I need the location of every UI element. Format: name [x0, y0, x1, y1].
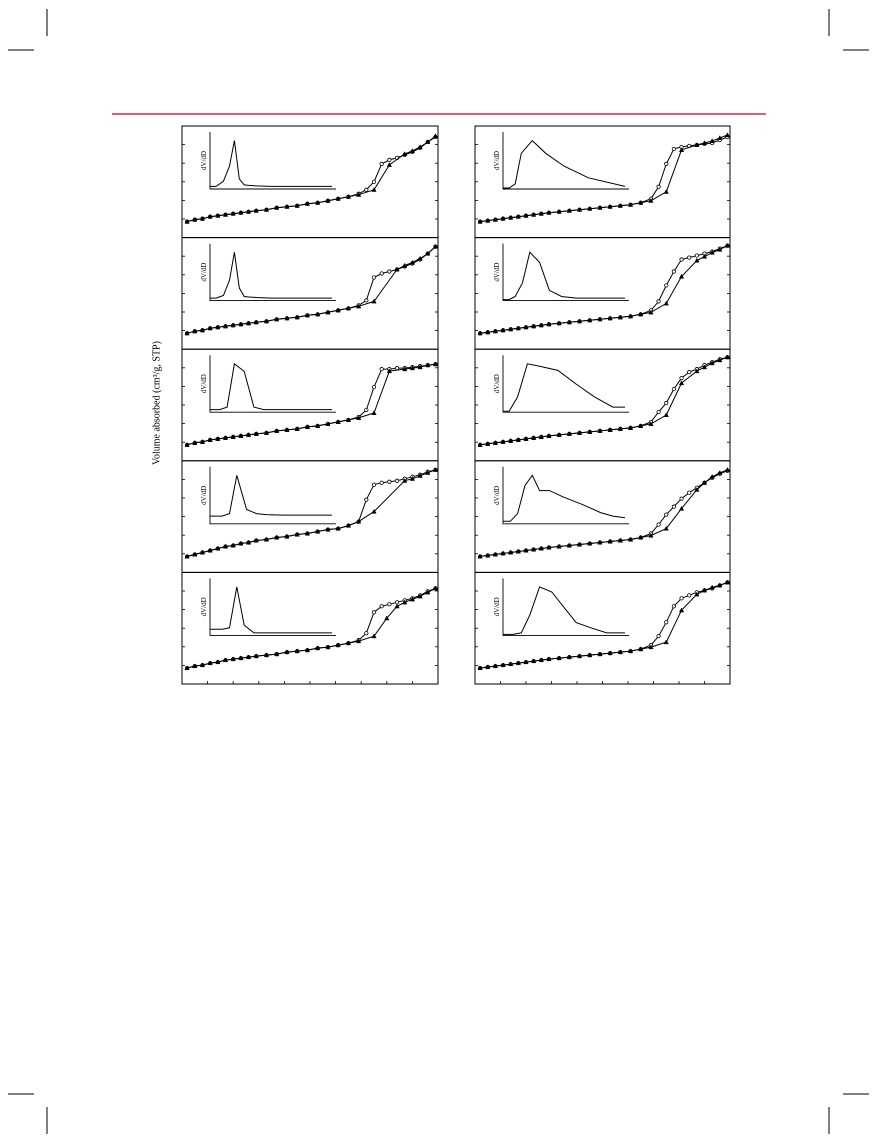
open-circle-point: [665, 284, 668, 287]
open-circle-point: [365, 631, 368, 634]
open-circle-point: [657, 410, 660, 413]
inset-pore-distribution: [493, 132, 629, 189]
inset-pore-distribution: [200, 132, 336, 189]
open-circle-point: [372, 483, 375, 486]
desorption-curve: [187, 470, 435, 557]
open-circle-point: [695, 254, 698, 257]
open-circle-point: [680, 597, 683, 600]
adsorption-curve: [480, 135, 727, 222]
panel-frame: [475, 126, 730, 238]
open-circle-point: [365, 299, 368, 302]
inset-y-label: dV/dD: [493, 374, 501, 394]
open-circle-point: [665, 162, 668, 165]
inset-y-label: dV/dD: [493, 150, 501, 171]
isotherm-panel: [475, 461, 730, 573]
open-circle-point: [388, 603, 391, 606]
inset-axes: [503, 578, 629, 635]
filled-triangle-point: [725, 133, 729, 137]
open-circle-point: [365, 408, 368, 411]
filled-triangle-point: [372, 411, 376, 415]
desorption-curve: [480, 137, 727, 222]
inset-pore-distribution: [493, 355, 629, 412]
open-circle-point: [672, 605, 675, 608]
open-circle-point: [380, 272, 383, 275]
open-circle-point: [388, 158, 391, 161]
open-circle-point: [665, 513, 668, 516]
inset-y-label: dV/dD: [200, 150, 208, 171]
panel-frame: [475, 238, 730, 350]
open-circle-point: [380, 367, 383, 370]
adsorption-curve: [480, 357, 727, 445]
inset-axes: [210, 355, 336, 412]
open-circle-point: [672, 505, 675, 508]
inset-y-label: dV/dD: [493, 597, 501, 617]
inset-y-label: dV/dD: [200, 597, 208, 617]
filled-triangle-point: [664, 190, 668, 194]
isotherm-panel: [475, 572, 730, 684]
adsorption-curve: [187, 470, 435, 557]
inset-distribution-line: [210, 475, 332, 516]
inset-y-label: dV/dD: [200, 485, 208, 505]
panel-frame: [475, 461, 730, 573]
isotherm-panel: [182, 461, 438, 573]
open-circle-point: [365, 498, 368, 501]
isotherm-panel: [182, 126, 438, 238]
inset-distribution-line: [210, 587, 332, 633]
isotherm-panel: [475, 238, 730, 350]
open-circle-point: [395, 366, 398, 369]
open-circle-point: [395, 601, 398, 604]
inset-pore-distribution: [200, 467, 336, 524]
desorption-curve: [187, 588, 435, 668]
isotherm-panel: [182, 238, 438, 350]
y-axis-label: Volume absorbed (cm³/g, STP): [151, 341, 163, 465]
panel-frame: [475, 572, 730, 684]
open-circle-point: [372, 385, 375, 388]
inset-distribution-line: [503, 364, 625, 411]
inset-distribution-line: [503, 141, 625, 188]
open-circle-point: [657, 634, 660, 637]
open-circle-point: [688, 491, 691, 494]
isotherm-panel: [182, 572, 438, 684]
open-circle-point: [672, 270, 675, 273]
filled-triangle-point: [395, 604, 399, 608]
filled-triangle-point: [664, 413, 668, 417]
filled-triangle-point: [695, 258, 699, 262]
open-circle-point: [688, 370, 691, 373]
isotherm-panel: [475, 126, 730, 238]
inset-pore-distribution: [200, 355, 336, 412]
isotherm-panel: [182, 349, 438, 461]
inset-y-label: dV/dD: [493, 485, 501, 505]
inset-axes: [503, 132, 629, 189]
open-circle-point: [665, 621, 668, 624]
inset-distribution-line: [210, 252, 332, 298]
inset-pore-distribution: [493, 244, 629, 301]
open-circle-point: [380, 605, 383, 608]
open-circle-point: [372, 276, 375, 279]
open-circle-point: [372, 611, 375, 614]
inset-y-label: dV/dD: [200, 262, 208, 282]
inset-distribution-line: [210, 141, 332, 187]
inset-pore-distribution: [493, 578, 629, 635]
open-circle-point: [657, 300, 660, 303]
inset-axes: [210, 132, 336, 189]
adsorption-curve: [187, 364, 435, 445]
adsorption-curve: [187, 588, 435, 668]
inset-axes: [210, 244, 336, 301]
open-circle-point: [657, 523, 660, 526]
open-circle-point: [680, 376, 683, 379]
inset-axes: [210, 578, 336, 635]
panel-frame: [182, 572, 438, 684]
inset-y-label: dV/dD: [200, 374, 208, 394]
panel-frame: [182, 238, 438, 350]
inset-pore-distribution: [200, 578, 336, 635]
open-circle-point: [388, 270, 391, 273]
inset-distribution-line: [503, 587, 625, 635]
open-circle-point: [365, 188, 368, 191]
desorption-curve: [187, 247, 435, 334]
inset-distribution-line: [503, 252, 625, 299]
open-circle-point: [395, 479, 398, 482]
open-circle-point: [680, 497, 683, 500]
open-circle-point: [688, 594, 691, 597]
open-circle-point: [672, 147, 675, 150]
panel-frame: [182, 349, 438, 461]
open-circle-point: [672, 387, 675, 390]
open-circle-point: [380, 481, 383, 484]
filled-triangle-point: [664, 640, 668, 644]
inset-distribution-line: [210, 364, 332, 410]
inset-axes: [503, 244, 629, 301]
open-circle-point: [657, 185, 660, 188]
panels-layer: [182, 126, 730, 684]
inset-pore-distribution: [493, 467, 629, 524]
inset-distribution-line: [503, 475, 625, 521]
open-circle-point: [372, 180, 375, 183]
open-circle-point: [388, 480, 391, 483]
inset-y-label: dV/dD: [493, 262, 501, 282]
open-circle-point: [665, 401, 668, 404]
desorption-curve: [187, 364, 435, 445]
adsorption-curve: [187, 247, 435, 334]
open-circle-point: [380, 162, 383, 165]
open-circle-point: [680, 258, 683, 261]
isotherm-panel: [475, 349, 730, 461]
open-circle-point: [688, 256, 691, 259]
panel-frame: [182, 126, 438, 238]
inset-pore-distribution: [200, 244, 336, 301]
desorption-curve: [480, 357, 727, 445]
